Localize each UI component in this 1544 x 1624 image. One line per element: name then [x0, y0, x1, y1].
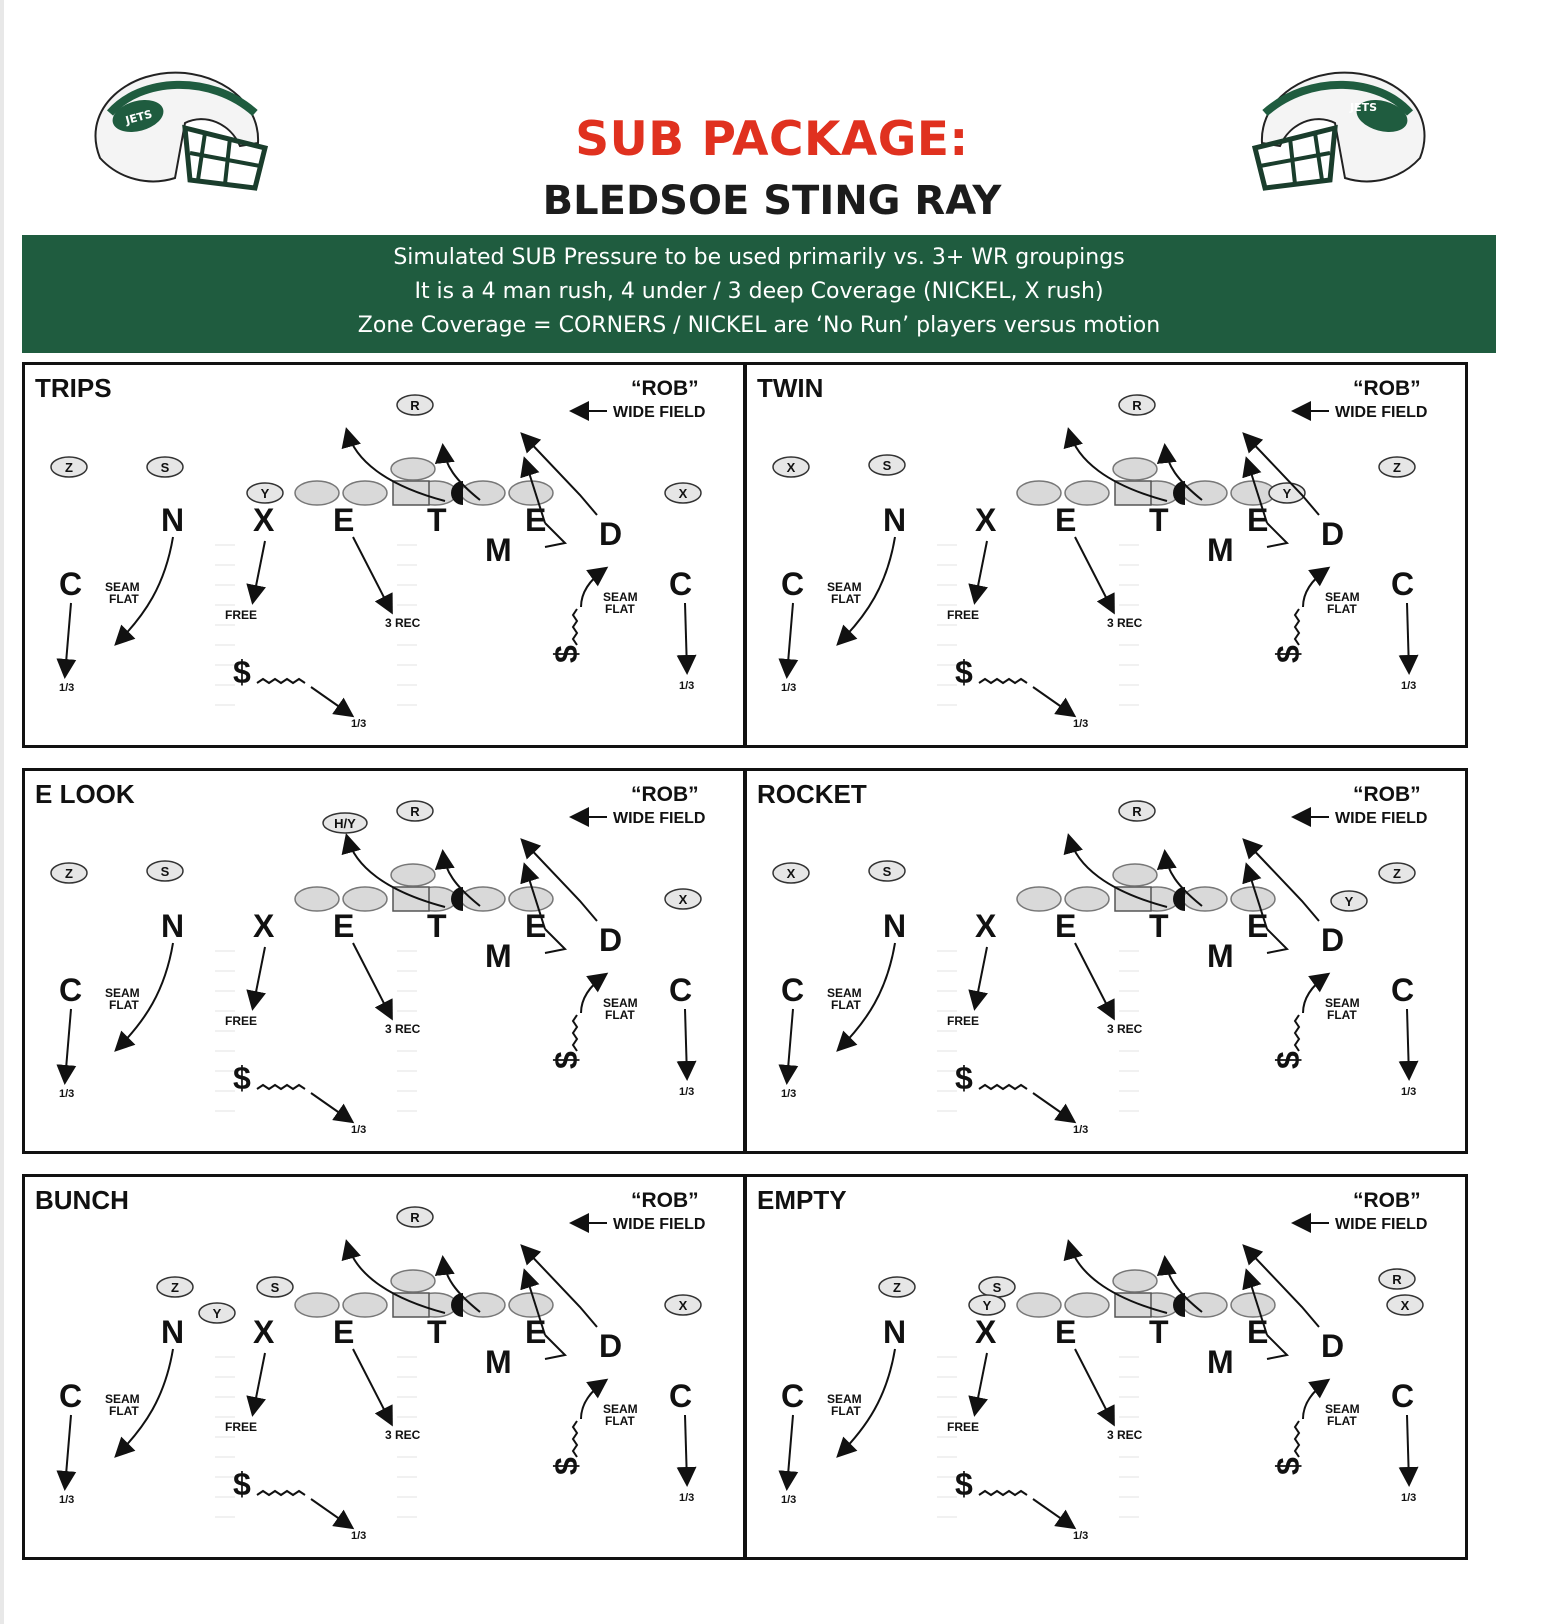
free-label: FREE: [225, 608, 258, 622]
formation-name: EMPTY: [757, 1185, 847, 1215]
formation-name: BUNCH: [35, 1185, 129, 1215]
quarterback: [391, 458, 435, 480]
seam-flat-label-right: SEAM: [603, 1402, 638, 1416]
free-drop-path: [253, 1353, 265, 1413]
defender-x: X: [975, 502, 997, 538]
third-label-left: 1/3: [781, 1088, 797, 1100]
third-label-safety: 1/3: [351, 718, 367, 730]
defender-e-2: E: [1247, 502, 1269, 538]
formation-panel-rocket: [744, 768, 1468, 1154]
free-drop-path: [253, 947, 265, 1007]
defender-c-right: C: [1391, 972, 1415, 1008]
seam-flat-label-right: SEAM: [1325, 996, 1360, 1010]
defender-c-right: C: [1391, 566, 1415, 602]
defender-safety: $: [233, 1060, 251, 1096]
defender-n: N: [161, 502, 185, 538]
defender-e-2: E: [525, 908, 547, 944]
defender-safety: $: [233, 654, 251, 690]
mike-path: [1267, 1335, 1287, 1359]
defender-t: T: [1149, 908, 1169, 944]
offensive-player-y: Y: [982, 1298, 992, 1313]
offensive-player-y: Y: [260, 486, 270, 501]
defender-x: X: [975, 908, 997, 944]
formation-name: ROCKET: [757, 779, 867, 809]
defender-e-2: E: [1247, 908, 1269, 944]
seam-flat-right-path: [1303, 569, 1327, 607]
seam-flat-label-left-2: FLAT: [109, 998, 139, 1012]
defender-safety: $: [955, 1060, 973, 1096]
third-label-left: 1/3: [59, 682, 75, 694]
defender-safety: $: [233, 1466, 251, 1502]
seam-flat-label-left: SEAM: [105, 580, 140, 594]
wide-field-label: WIDE FIELD: [613, 810, 706, 827]
corner-left-drop-path: [65, 603, 71, 675]
offensive-lineman: [1183, 1293, 1227, 1317]
offensive-player-r: R: [410, 804, 420, 819]
mike-path: [545, 1335, 565, 1359]
safety-drop-path: [311, 1499, 351, 1527]
safety-drop-path: [1033, 687, 1073, 715]
offensive-lineman: [461, 481, 505, 505]
offensive-player-r: R: [1392, 1272, 1402, 1287]
defender-m: M: [1207, 1344, 1234, 1380]
defender-x: X: [253, 908, 275, 944]
seam-flat-label-left-2: FLAT: [109, 1404, 139, 1418]
formation-panel-bunch: [22, 1174, 746, 1560]
offensive-player-s: S: [992, 1280, 1002, 1295]
defender-x: X: [975, 1314, 997, 1350]
wide-field-label: WIDE FIELD: [1335, 810, 1428, 827]
defender-safety: $: [955, 654, 973, 690]
safety-drop-path: [311, 1093, 351, 1121]
defender-c-left: C: [59, 566, 83, 602]
third-label-right: 1/3: [1401, 1492, 1417, 1504]
free-drop-path: [253, 541, 265, 601]
free-drop-path: [975, 947, 987, 1007]
formation-panel-trips: [22, 362, 746, 748]
seam-flat-label-right-2: FLAT: [605, 1414, 635, 1428]
defender-nickel: $: [1270, 1051, 1306, 1069]
defender-n: N: [883, 908, 907, 944]
defender-c-right: C: [669, 1378, 693, 1414]
quarterback: [391, 1270, 435, 1292]
third-label-safety: 1/3: [351, 1124, 367, 1136]
seam-flat-label-right: SEAM: [1325, 590, 1360, 604]
rec3-drop-path: [1075, 1349, 1113, 1423]
rec3-drop-path: [353, 537, 391, 611]
call-label: “ROB”: [631, 1189, 699, 1212]
seam-flat-label-right-2: FLAT: [605, 1008, 635, 1022]
third-label-safety: 1/3: [1073, 718, 1089, 730]
defender-x: X: [253, 1314, 275, 1350]
offensive-player-s: S: [882, 864, 892, 879]
corner-right-drop-path: [1407, 1009, 1409, 1077]
offensive-player-s: S: [160, 864, 170, 879]
defender-m: M: [485, 938, 512, 974]
defender-nickel: $: [548, 1051, 584, 1069]
guard-half-filled: [1173, 481, 1185, 505]
rec3-drop-path: [353, 943, 391, 1017]
defender-t: T: [1149, 1314, 1169, 1350]
offensive-player-h-y: H/Y: [334, 816, 356, 831]
banner-line: Zone Coverage = CORNERS / NICKEL are ‘No Run’ players versus motion: [357, 313, 1161, 338]
banner-line: It is a 4 man rush, 4 under / 3 deep Coverage (NICKEL, X rush): [414, 279, 1104, 304]
third-label-safety: 1/3: [351, 1530, 367, 1542]
defender-m: M: [485, 532, 512, 568]
third-label-left: 1/3: [781, 682, 797, 694]
nickel-wave-path: [573, 1015, 577, 1051]
corner-left-drop-path: [787, 1415, 793, 1487]
defender-n: N: [161, 1314, 185, 1350]
free-label: FREE: [225, 1420, 258, 1434]
safety-wave-path: [257, 1491, 305, 1495]
defender-m: M: [1207, 938, 1234, 974]
page-edge: [0, 0, 4, 1624]
seam-flat-label-left: SEAM: [827, 580, 862, 594]
offensive-player-s: S: [160, 460, 170, 475]
defender-d: D: [599, 922, 623, 958]
defender-nickel: $: [1270, 1457, 1306, 1475]
seam-flat-label-right-2: FLAT: [605, 602, 635, 616]
svg-text:JETS: JETS: [124, 107, 154, 128]
third-label-right: 1/3: [679, 1086, 695, 1098]
seam-flat-right-path: [581, 569, 605, 607]
formation-panel-empty: [744, 1174, 1468, 1560]
offensive-player-x: X: [786, 866, 796, 881]
offensive-player-x: X: [678, 486, 688, 501]
wide-field-label: WIDE FIELD: [1335, 1216, 1428, 1233]
wide-field-label: WIDE FIELD: [1335, 404, 1428, 421]
offensive-player-y: Y: [1344, 894, 1354, 909]
guard-half-filled: [451, 887, 463, 911]
offensive-player-z: Z: [1393, 866, 1401, 881]
third-label-safety: 1/3: [1073, 1530, 1089, 1542]
rec3-label: 3 REC: [1107, 616, 1143, 630]
rec3-drop-path: [1075, 537, 1113, 611]
defender-d: D: [599, 1328, 623, 1364]
formation-panel-twin: [744, 362, 1468, 748]
seam-flat-label-left-2: FLAT: [831, 998, 861, 1012]
banner-line: Simulated SUB Pressure to be used primarily vs. 3+ WR groupings: [393, 245, 1125, 270]
defender-d: D: [1321, 922, 1345, 958]
safety-drop-path: [1033, 1499, 1073, 1527]
seam-flat-label-left: SEAM: [105, 986, 140, 1000]
defender-n: N: [883, 1314, 907, 1350]
defender-e-2: E: [525, 1314, 547, 1350]
defender-c-left: C: [781, 972, 805, 1008]
third-label-right: 1/3: [1401, 680, 1417, 692]
offensive-lineman: [461, 887, 505, 911]
offensive-player-s: S: [270, 1280, 280, 1295]
corner-right-drop-path: [685, 1009, 687, 1077]
defender-t: T: [427, 502, 447, 538]
defender-nickel: $: [548, 645, 584, 663]
quarterback: [1113, 458, 1157, 480]
seam-flat-label-left-2: FLAT: [109, 592, 139, 606]
defender-t: T: [1149, 502, 1169, 538]
defender-c-left: C: [59, 972, 83, 1008]
description-banner: [22, 235, 1496, 353]
nickel-wave-path: [1295, 609, 1299, 645]
offensive-player-z: Z: [65, 460, 73, 475]
defender-e: E: [333, 502, 355, 538]
seam-flat-right-path: [1303, 1381, 1327, 1419]
call-label: “ROB”: [1353, 783, 1421, 806]
defender-m: M: [485, 1344, 512, 1380]
defender-e: E: [1055, 502, 1077, 538]
defender-n: N: [161, 908, 185, 944]
nickel-wave-path: [573, 609, 577, 645]
seam-flat-label-left: SEAM: [105, 1392, 140, 1406]
guard-half-filled: [451, 1293, 463, 1317]
safety-drop-path: [311, 687, 351, 715]
corner-left-drop-path: [65, 1009, 71, 1081]
quarterback: [391, 864, 435, 886]
seam-flat-label-right: SEAM: [603, 996, 638, 1010]
formation-name: TRIPS: [35, 373, 112, 403]
defender-nickel: $: [548, 1457, 584, 1475]
defender-c-right: C: [1391, 1378, 1415, 1414]
offensive-player-x: X: [678, 1298, 688, 1313]
offensive-player-z: Z: [893, 1280, 901, 1295]
offensive-player-x: X: [678, 892, 688, 907]
safety-wave-path: [979, 1085, 1027, 1089]
nickel-wave-path: [1295, 1015, 1299, 1051]
corner-right-drop-path: [685, 1415, 687, 1483]
mike-path: [545, 523, 565, 547]
svg-text:JETS: JETS: [1350, 101, 1378, 114]
defender-e: E: [333, 908, 355, 944]
defender-c-left: C: [59, 1378, 83, 1414]
defender-e: E: [333, 1314, 355, 1350]
rec3-label: 3 REC: [385, 616, 421, 630]
nickel-wave-path: [573, 1421, 577, 1457]
seam-flat-right-path: [581, 1381, 605, 1419]
offensive-lineman: [461, 1293, 505, 1317]
safety-wave-path: [979, 1491, 1027, 1495]
seam-flat-label-right-2: FLAT: [1327, 1008, 1357, 1022]
rec3-label: 3 REC: [385, 1428, 421, 1442]
offensive-player-x: X: [1400, 1298, 1410, 1313]
seam-flat-label-right-2: FLAT: [1327, 602, 1357, 616]
quarterback: [1113, 864, 1157, 886]
call-label: “ROB”: [1353, 1189, 1421, 1212]
offensive-player-z: Z: [65, 866, 73, 881]
corner-left-drop-path: [787, 603, 793, 675]
third-label-left: 1/3: [59, 1494, 75, 1506]
formation-name: E LOOK: [35, 779, 135, 809]
formation-name: TWIN: [757, 373, 824, 403]
defender-e-2: E: [525, 502, 547, 538]
offensive-player-x: X: [786, 460, 796, 475]
defender-n: N: [883, 502, 907, 538]
offensive-lineman: [1183, 481, 1227, 505]
free-label: FREE: [947, 1014, 980, 1028]
offensive-player-z: Z: [171, 1280, 179, 1295]
defender-t: T: [427, 1314, 447, 1350]
defender-d: D: [599, 516, 623, 552]
page-title: SUB PACKAGE:: [575, 112, 969, 167]
defender-safety: $: [955, 1466, 973, 1502]
formation-panel-e-look: [22, 768, 746, 1154]
guard-half-filled: [1173, 887, 1185, 911]
mike-path: [1267, 523, 1287, 547]
defender-d: D: [1321, 516, 1345, 552]
seam-flat-label-right: SEAM: [1325, 1402, 1360, 1416]
defender-e: E: [1055, 908, 1077, 944]
defender-e: E: [1055, 1314, 1077, 1350]
safety-wave-path: [257, 679, 305, 683]
offensive-player-s: S: [882, 458, 892, 473]
safety-drop-path: [1033, 1093, 1073, 1121]
rec3-label: 3 REC: [1107, 1428, 1143, 1442]
seam-flat-right-path: [1303, 975, 1327, 1013]
third-label-left: 1/3: [781, 1494, 797, 1506]
offensive-player-y: Y: [212, 1306, 222, 1321]
seam-flat-label-left-2: FLAT: [831, 592, 861, 606]
free-label: FREE: [947, 608, 980, 622]
offensive-player-z: Z: [1393, 460, 1401, 475]
quarterback: [1113, 1270, 1157, 1292]
seam-flat-label-left: SEAM: [827, 986, 862, 1000]
defender-c-left: C: [781, 1378, 805, 1414]
mike-path: [1267, 929, 1287, 953]
offensive-player-r: R: [1132, 804, 1142, 819]
defender-d: D: [1321, 1328, 1345, 1364]
rec3-label: 3 REC: [1107, 1022, 1143, 1036]
safety-wave-path: [257, 1085, 305, 1089]
rec3-drop-path: [1075, 943, 1113, 1017]
defender-nickel: $: [1270, 645, 1306, 663]
defender-e-2: E: [1247, 1314, 1269, 1350]
corner-left-drop-path: [65, 1415, 71, 1487]
corner-right-drop-path: [1407, 1415, 1409, 1483]
call-label: “ROB”: [631, 783, 699, 806]
page-subtitle: BLEDSOE STING RAY: [542, 178, 1002, 224]
nickel-wave-path: [1295, 1421, 1299, 1457]
seam-flat-right-path: [581, 975, 605, 1013]
corner-right-drop-path: [685, 603, 687, 671]
free-label: FREE: [947, 1420, 980, 1434]
offensive-player-y: Y: [1282, 486, 1292, 501]
call-label: “ROB”: [631, 377, 699, 400]
wide-field-label: WIDE FIELD: [613, 1216, 706, 1233]
guard-half-filled: [451, 481, 463, 505]
seam-flat-label-left-2: FLAT: [831, 1404, 861, 1418]
defender-x: X: [253, 502, 275, 538]
third-label-right: 1/3: [679, 1492, 695, 1504]
rec3-drop-path: [353, 1349, 391, 1423]
third-label-right: 1/3: [1401, 1086, 1417, 1098]
offensive-player-r: R: [1132, 398, 1142, 413]
corner-right-drop-path: [1407, 603, 1409, 671]
corner-left-drop-path: [787, 1009, 793, 1081]
defender-m: M: [1207, 532, 1234, 568]
offensive-player-r: R: [410, 1210, 420, 1225]
mike-path: [545, 929, 565, 953]
defender-c-right: C: [669, 972, 693, 1008]
free-label: FREE: [225, 1014, 258, 1028]
seam-flat-label-left: SEAM: [827, 1392, 862, 1406]
third-label-right: 1/3: [679, 680, 695, 692]
free-drop-path: [975, 1353, 987, 1413]
free-drop-path: [975, 541, 987, 601]
defender-t: T: [427, 908, 447, 944]
offensive-lineman: [1183, 887, 1227, 911]
call-label: “ROB”: [1353, 377, 1421, 400]
wide-field-label: WIDE FIELD: [613, 404, 706, 421]
seam-flat-label-right-2: FLAT: [1327, 1414, 1357, 1428]
offensive-player-r: R: [410, 398, 420, 413]
rec3-label: 3 REC: [385, 1022, 421, 1036]
third-label-left: 1/3: [59, 1088, 75, 1100]
defender-c-left: C: [781, 566, 805, 602]
seam-flat-label-right: SEAM: [603, 590, 638, 604]
defender-c-right: C: [669, 566, 693, 602]
safety-wave-path: [979, 679, 1027, 683]
guard-half-filled: [1173, 1293, 1185, 1317]
third-label-safety: 1/3: [1073, 1124, 1089, 1136]
